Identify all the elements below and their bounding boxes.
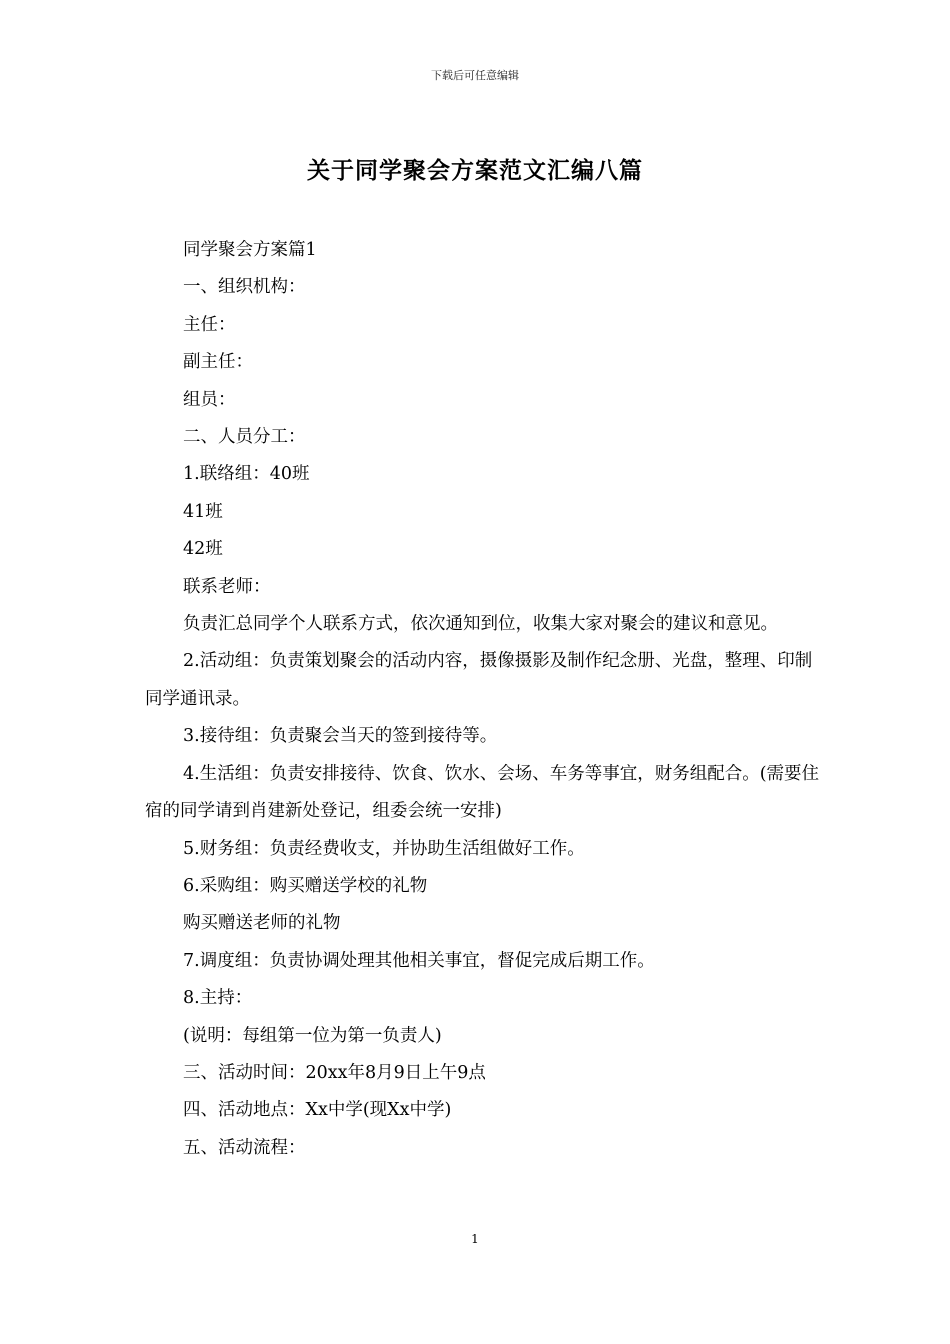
paragraph: 4.生活组：负责安排接待、饮食、饮水、会场、车务等事宜，财务组配合。(需要住宿的同学请到肖建新处登记，组委会统一安排) [145, 763, 820, 822]
paragraph: 购买赠送老师的礼物 [183, 913, 341, 934]
paragraph: 联系老师： [183, 576, 271, 597]
paragraph: 主任： [183, 314, 236, 335]
paragraph: (说明：每组第一位为第一负责人) [183, 1025, 442, 1046]
paragraph: 7.调度组：负责协调处理其他相关事宜，督促完成后期工作。 [183, 950, 655, 971]
paragraph: 5.财务组：负责经费收支，并协助生活组做好工作。 [183, 838, 585, 859]
paragraph: 一、组织机构： [183, 277, 306, 298]
document-title: 关于同学聚会方案范文汇编八篇 [307, 157, 643, 184]
paragraph: 五、活动流程： [183, 1137, 306, 1158]
paragraph: 1.联络组：40班 [183, 464, 310, 485]
page-number: 1 [471, 1232, 479, 1246]
paragraph: 组员： [183, 389, 236, 410]
paragraph: 41班 [183, 501, 223, 522]
paragraph: 副主任： [183, 352, 253, 373]
paragraph: 2.活动组：负责策划聚会的活动内容，摄像摄影及制作纪念册、光盘，整理、印制同学通讯录。 [145, 651, 813, 709]
paragraph: 二、人员分工： [183, 427, 306, 448]
paragraph: 6.采购组：购买赠送学校的礼物 [183, 875, 428, 896]
paragraph: 42班 [183, 539, 223, 560]
paragraph: 3.接待组：负责聚会当天的签到接待等。 [183, 726, 498, 747]
paragraph: 同学聚会方案篇1 [183, 240, 317, 260]
paragraph: 负责汇总同学个人联系方式，依次通知到位，收集大家对聚会的建议和意见。 [183, 614, 778, 635]
page-header: 下载后可任意编辑 [431, 69, 519, 82]
paragraph: 8.主持： [183, 988, 253, 1009]
paragraph: 四、活动地点：Xx中学(现Xx中学) [183, 1100, 452, 1121]
paragraph: 三、活动时间：20xx年8月9日上午9点 [183, 1062, 486, 1083]
document-body [145, 232, 825, 1167]
